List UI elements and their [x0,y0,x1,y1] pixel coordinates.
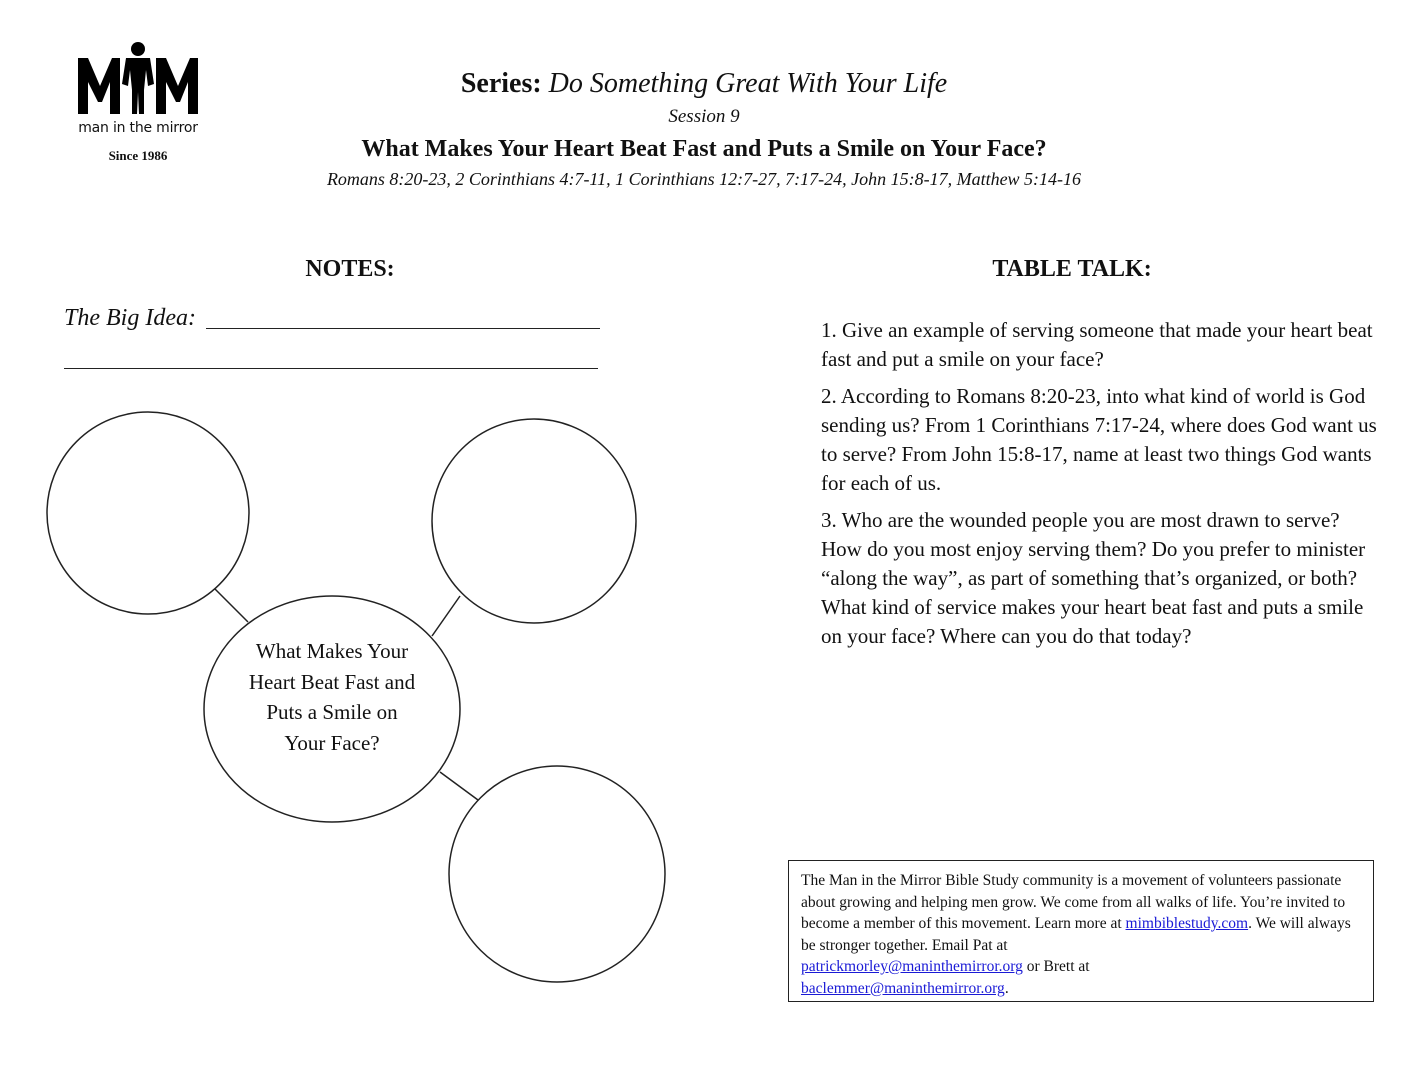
question-item: 3. Who are the wounded people you are most drawn to serve? How do you most enjoy serving them? Do you prefer to minister “along the way”, as part of something that’s organized, or both? What kind of service makes your heart beat fast and puts a smile on your face? Where can you do that today? [821,508,1366,648]
logo-tagline: man in the mirror [78,120,198,136]
notes-heading: NOTES: [305,256,395,282]
question-item: 1. Give an example of serving someone that made your heart beat fast and put a smile on your face? [821,318,1373,371]
scripture-references: Romans 8:20-23, 2 Corinthians 4:7-11, 1 Corinthians 12:7-27, 7:17-24, John 15:8-17, Matthew 5:14-16 [326,169,1082,189]
footer-text-2: . We will always be stronger together. Email Pat at [801,915,1351,954]
table-talk-heading: TABLE TALK: [992,256,1152,282]
series-name: Do Something Great With Your Life [548,68,948,99]
big-idea-blank-line-2[interactable] [64,368,598,369]
outer-circle-bottom-right [449,766,665,982]
connector-line-top-right [432,596,460,636]
connector-line-bottom-right [440,772,478,800]
series-label: Series: [460,68,542,99]
table-talk-questions [821,316,1381,659]
big-idea-blank-line-1[interactable] [206,328,600,329]
session-label: Session 9 [668,106,740,127]
outer-circle-top-right [432,419,636,623]
mind-map-diagram [40,400,680,990]
page-title: What Makes Your Heart Beat Fast and Puts a Smile on Your Face? [361,136,1047,162]
center-topic-text: What Makes Your Heart Beat Fast and Puts a Smile on Your Face? [248,639,416,755]
mimbiblestudy-link[interactable]: mimbiblestudy.com [1125,915,1249,932]
footer-text-3: or Brett at [1022,958,1090,975]
outer-circle-top-left [47,412,249,614]
series-line [150,64,1258,104]
footer-text-4: . [1004,979,1009,997]
question-item: 2. According to Romans 8:20-23, into what kind of world is God sending us? From 1 Corinthians 7:17-24, where does God want us to serve? From John 15:8-17, name at least two things God wants for each of us. [821,384,1377,495]
big-idea-field [64,300,624,336]
brett-email-link[interactable]: baclemmer@maninthemirror.org [801,979,1005,997]
pat-email-link[interactable]: patrickmorley@maninthemirror.org [801,958,1023,975]
big-idea-label: The Big Idea: [64,305,196,331]
community-info-box [788,860,1374,1002]
footer-text-1: The Man in the Mirror Bible Study community is a movement of volunteers passionate about growing and helping men grow. We come from all walks of life. You’re invited to become a member of this movement. Learn more at [801,872,1346,932]
page-header [150,64,1258,192]
logo-since-text: Since 1986 [108,148,168,163]
connector-line-top-left [214,588,248,622]
